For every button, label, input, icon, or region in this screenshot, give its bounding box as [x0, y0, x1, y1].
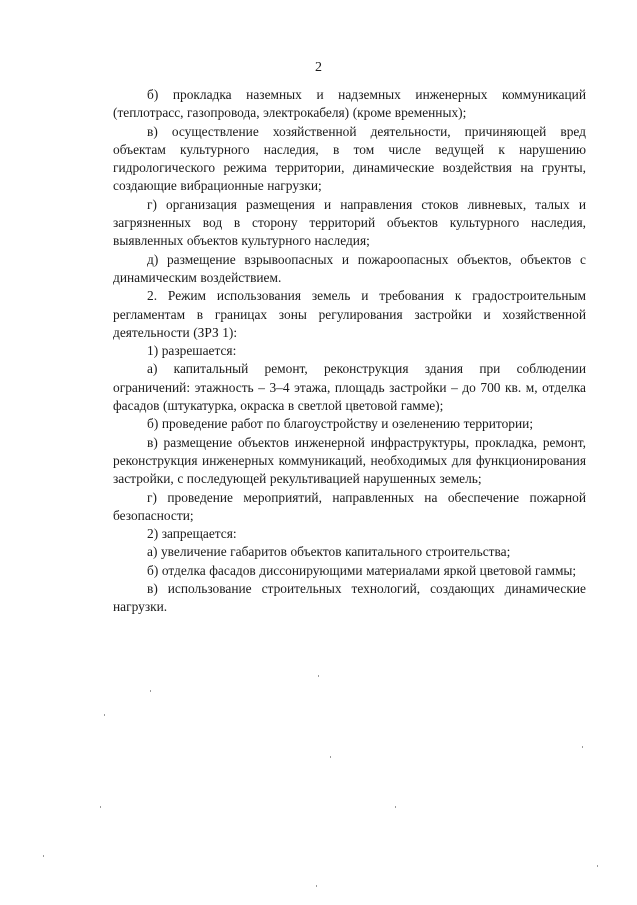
- scan-speck: [582, 746, 583, 748]
- paragraph-8: б) проведение работ по благоустройству и озеленению территории;: [147, 416, 534, 432]
- scan-speck: [150, 690, 151, 692]
- paragraph-6: 1) разрешается:: [147, 343, 237, 359]
- paragraph-3: г) организация размещения и направления стоков ливневых, талых и загрязненных вод в сторону территорий объектов культурного наследия, выявленных объектов культурного наследия;: [113, 196, 586, 249]
- scan-speck: [330, 756, 331, 758]
- paragraph-14: в) использование строительных технологий, создающих динамические нагрузки.: [113, 581, 586, 615]
- paragraph-7: а) капитальный ремонт, реконструкция здания при соблюдении ограничений: этажность – 3–4 этажа, площадь застройки – до 700 кв. м, отделка фасадов (штукатурка, окраска в светлой цветовой гамме);: [113, 361, 586, 414]
- scan-speck: [100, 806, 101, 808]
- paragraph-10: г) проведение мероприятий, направленных на обеспечение пожарной безопасности;: [113, 489, 586, 523]
- paragraph-2: в) осуществление хозяйственной деятельности, причиняющей вред объектам культурного наследия, в том числе ведущей к нарушению гидрологического режима территории, динамические воздействия на грунты, создающие вибрационные нагрузки;: [113, 123, 586, 194]
- paragraph-5: 2. Режим использования земель и требования к градостроительным регламентам в границах зоны регулирования застройки и хозяйственной деятельности (ЗРЗ 1):: [113, 288, 586, 340]
- scan-speck: [316, 885, 317, 887]
- paragraph-13: б) отделка фасадов диссонирующими материалами яркой цветовой гаммы;: [147, 562, 577, 578]
- scan-speck: [395, 806, 396, 808]
- scan-speck: [43, 855, 44, 857]
- paragraph-1: б) прокладка наземных и надземных инженерных коммуникаций (теплотрасс, газопровода, электрокабеля) (кроме временных);: [113, 87, 586, 121]
- scan-speck: [597, 865, 598, 867]
- scan-speck: [104, 714, 105, 716]
- paragraph-9: в) размещение объектов инженерной инфраструктуры, прокладка, ремонт, реконструкция инженерных коммуникаций, необходимых для функционирования застройки, с последующей рекультивацией нарушенных земель;: [113, 434, 586, 487]
- paragraph-4: д) размещение взрывоопасных и пожароопасных объектов, объектов с динамическим воздействием.: [113, 251, 586, 285]
- scan-speck: [318, 675, 319, 677]
- page-number: 2: [315, 60, 322, 75]
- paragraph-11: 2) запрещается:: [147, 526, 237, 542]
- paragraph-12: а) увеличение габаритов объектов капитального строительства;: [147, 544, 511, 560]
- document-body: [113, 86, 586, 617]
